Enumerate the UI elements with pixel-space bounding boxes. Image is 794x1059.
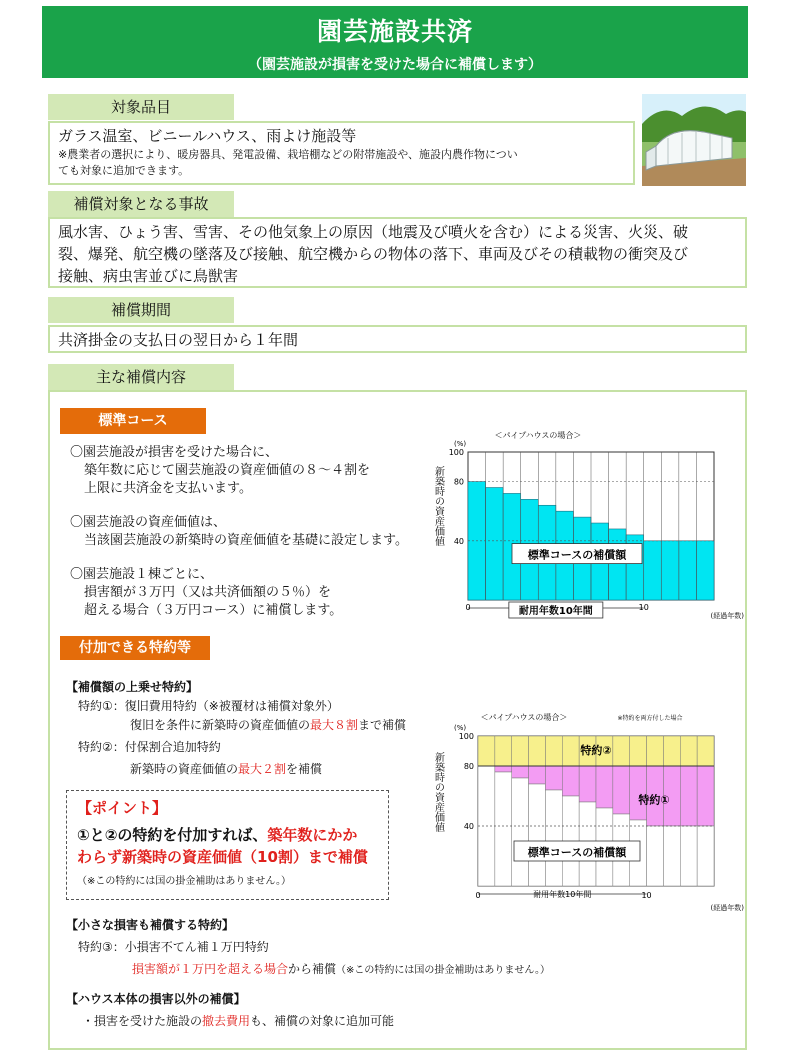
bar-rider2 <box>647 736 664 766</box>
bar-rider2 <box>630 736 647 766</box>
rider-3-text-a: 損害額が１万円を超える場合 <box>132 962 289 976</box>
items-heading: 対象品目 <box>48 94 234 120</box>
rider-group-2-heading: 【小さな損害も補償する特約】 <box>66 918 235 932</box>
standard-para-2 <box>70 514 408 550</box>
y-tick-label: 40 <box>453 536 464 546</box>
area-label: 標準コースの補償額 <box>527 548 627 562</box>
removal-text-c: も、補償の対象に追加可能 <box>250 1014 395 1028</box>
point-text-b: 築年数にかか <box>267 826 358 844</box>
y-tick-label: 100 <box>458 732 474 741</box>
bar-rider1 <box>545 766 562 790</box>
page-subtitle: （園芸施設が損害を受けた場合に補償します） <box>248 57 542 73</box>
rider-3-line-1: 特約③：小損害不てん補１万円特約 <box>78 940 269 954</box>
items-note-2: ても対象に追加できます。 <box>58 164 190 177</box>
bar <box>644 541 662 600</box>
standard-p2-line-1: 〇園芸施設の資産価値は、 <box>70 515 227 530</box>
bar <box>696 541 714 600</box>
chart-subtitle: ※特約を両方付した場合 <box>617 715 683 722</box>
bar-rider2 <box>613 736 630 766</box>
area-label: 標準コースの補償額 <box>527 846 627 859</box>
bar-rider1 <box>562 766 579 796</box>
bar-standard <box>663 826 680 886</box>
bar-standard <box>545 790 562 886</box>
standard-para-3 <box>70 566 342 620</box>
bar-rider1 <box>495 766 512 772</box>
rider-group-1-heading: 【補償額の上乗せ特約】 <box>66 680 199 694</box>
bar-rider1 <box>680 766 697 826</box>
rider2-label: 特約② <box>580 744 612 757</box>
content-heading: 主な補償内容 <box>48 364 234 390</box>
point-note: （※この特約には国の掛金補助はありません。） <box>77 876 291 887</box>
point-heading: 【ポイント】 <box>77 799 168 817</box>
rider-1-line-1: 特約①：復旧費用特約（※被覆材は補償対象外） <box>78 699 339 713</box>
standard-p1-line-1: 〇園芸施設が損害を受けた場合に、 <box>70 445 279 460</box>
bar-rider2 <box>495 736 512 766</box>
rider-1-text-a: 復旧を条件に新築時の資産価値の <box>130 718 311 732</box>
greenhouse-illustration <box>642 94 746 186</box>
chart-title: ＜パイプハウスの場合＞ <box>494 431 582 440</box>
standard-para-1 <box>70 444 370 498</box>
standard-p3-line-2: 損害額が３万円（又は共済価額の５％）を <box>84 585 332 600</box>
bar-rider2 <box>663 736 680 766</box>
bar-standard <box>495 772 512 886</box>
bar-standard <box>680 826 697 886</box>
bar-standard <box>512 778 529 886</box>
removal-cost-line <box>82 1012 394 1030</box>
point-box <box>66 790 389 900</box>
bar-rider1 <box>529 766 546 784</box>
period-label: 耐用年数10年間 <box>533 890 592 899</box>
rider-3-note: （※この特約には国の掛金補助はありません。） <box>336 965 551 976</box>
standard-p1-line-2: 築年数に応じて園芸施設の資産価値の８～４割を <box>84 463 371 478</box>
accidents-heading: 補償対象となる事故 <box>48 191 234 217</box>
x-axis-label: (経過年数) <box>710 612 744 620</box>
removal-text-a: ・損害を受けた施設の <box>82 1014 203 1028</box>
y-tick-label: 100 <box>448 448 464 457</box>
chart-title: ＜パイプハウスの場合＞ <box>480 713 568 722</box>
bar-standard <box>647 826 664 886</box>
x-tick-label: 10 <box>638 603 649 612</box>
x-tick-label: 10 <box>641 891 652 900</box>
y-tick-label: 80 <box>453 477 464 487</box>
bar-rider2 <box>478 736 495 766</box>
standard-p1-line-3: 上限に共済金を支払います。 <box>84 481 252 496</box>
y-unit-label: (%) <box>454 440 467 448</box>
y-tick-label: 80 <box>463 762 474 771</box>
y-axis-label: 新築時の資産価値 <box>432 466 444 546</box>
x-axis-label: (経過年数) <box>710 904 744 912</box>
standard-p3-line-1: 〇園芸施設１棟ごとに、 <box>70 567 214 582</box>
items-note-1: ※農業者の選択により、暖房器具、発電設備、栽培棚などの附帯施設や、施設内農作物につい <box>58 148 518 161</box>
page-title: 園芸施設共済 <box>316 17 473 46</box>
removal-cost: 撤去費用 <box>202 1014 251 1028</box>
bar-rider1 <box>512 766 529 778</box>
bar-rider2 <box>529 736 546 766</box>
bar-rider1 <box>596 766 613 808</box>
rider-3-text-b: から補償 <box>288 962 337 976</box>
bar-standard <box>529 784 546 886</box>
point-message <box>77 824 378 868</box>
rider1-label: 特約① <box>638 793 670 807</box>
point-text-a: ①と②の特約を付加すれば、 <box>77 826 268 844</box>
x-tick-label: 0 <box>465 603 471 612</box>
rider-chart <box>428 708 746 914</box>
rider-2-text-a: 新築時の資産価値の <box>130 762 239 776</box>
accidents-box <box>48 217 747 288</box>
standard-p2-line-2: 当該園芸施設の新築時の資産価値を基礎に設定します。 <box>84 533 408 548</box>
rider-1-text-c: まで補償 <box>358 718 407 732</box>
special-rider-label: 付加できる特約等 <box>60 636 210 660</box>
rider-group-3-heading: 【ハウス本体の損害以外の補償】 <box>66 992 246 1006</box>
bar-rider2 <box>697 736 714 766</box>
rider-1-line-2 <box>130 716 406 734</box>
standard-course-chart <box>428 426 746 624</box>
bar <box>609 529 627 600</box>
bar-rider2 <box>680 736 697 766</box>
accidents-line-2: 裂、爆発、航空機の墜落及び接触、航空機からの物体の落下、車両及びその積載物の衝突及び <box>58 245 689 263</box>
bar-rider1 <box>613 766 630 814</box>
rider-2-line-1: 特約②：付保割合追加特約 <box>78 740 221 754</box>
bar-rider2 <box>512 736 529 766</box>
standard-course-label: 標準コース <box>60 408 206 434</box>
accidents-line-1: 風水害、ひょう害、雪害、その他気象上の原因（地震及び噴火を含む）による災害、火災、破 <box>58 223 689 241</box>
bar <box>661 541 679 600</box>
bar-standard <box>697 826 714 886</box>
point-text-c: わらず新築時の資産価値（10割）まで補償 <box>77 848 368 866</box>
bar-rider2 <box>562 736 579 766</box>
period-label: 耐用年数10年間 <box>518 606 593 617</box>
rider-2-max: 最大２割 <box>238 762 287 776</box>
items-main: ガラス温室、ビニールハウス、雨よけ施設等 <box>58 127 357 145</box>
bar <box>486 488 504 600</box>
x-tick-label: 0 <box>475 891 481 900</box>
rider-2-text-c: を補償 <box>286 762 323 776</box>
accidents-line-3: 接触、病虫害並びに鳥獣害 <box>58 267 239 285</box>
period-text: 共済掛金の支払日の翌日から１年間 <box>58 331 299 349</box>
bar-rider1 <box>579 766 596 802</box>
bar-rider1 <box>697 766 714 826</box>
y-axis-label: 新築時の資産価値 <box>432 752 444 832</box>
rider-3-line-2 <box>132 960 550 980</box>
standard-p3-line-3: 超える場合（３万円コース）に補償します。 <box>84 603 343 618</box>
bar <box>679 541 697 600</box>
y-tick-label: 40 <box>463 822 474 831</box>
period-box <box>48 325 747 353</box>
period-heading: 補償期間 <box>48 297 234 323</box>
page-header <box>42 6 748 78</box>
rider-1-max: 最大８割 <box>310 718 359 732</box>
bar-rider2 <box>545 736 562 766</box>
rider-2-line-2 <box>130 760 322 778</box>
y-unit-label: (%) <box>454 724 467 732</box>
items-box <box>48 121 635 185</box>
